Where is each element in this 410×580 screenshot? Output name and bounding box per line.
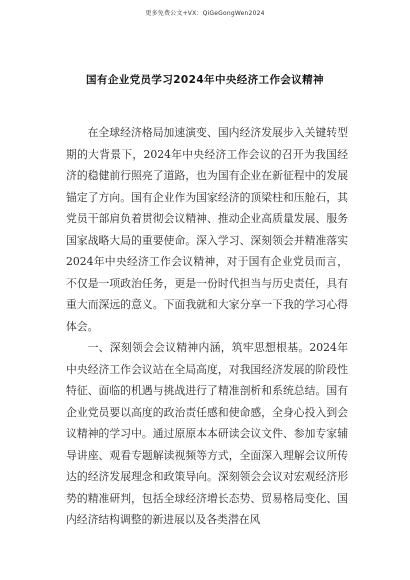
paragraph-intro: 在全球经济格局加速演变、国内经济发展步入关键转型期的大背景下，2024年中央经济工作会议的召开为我国经济的稳健前行照亮了道路，也为国有企业在新征程中的发展锚定了方向。国有企业作为国家经济的顶梁柱和压舱石，其党员干部肩负着贯彻会议精神、推动企业高质量发展、服务国家战略大局的重要使命。深入学习、深刻领会并精准落实2024年中央经济工作会议精神，对于国有企业党员而言，不仅是一项政治任务，更是一份时代担当与历史责任，具有重大而深远的意义。下面我就和大家分享一下我的学习心得体会。	[66, 126, 348, 333]
paragraph-section-one: 一、深刻领会会议精神内涵，筑牢思想根基。2024年中央经济工作会议站在全局高度，对我国经济发展的阶段性特征、面临的机遇与挑战进行了精准剖析和系统总结。国有企业党员要以高度的政治责任感和使命感，全身心投入到会议精神的学习中。通过原原本本研读会议文件、参加专家辅导讲座、观看专题解读视频等方式，全面深入理解会议所传达的经济发展理念和政策导向。深刻领会会议对宏观经济形势的精准研判，包括全球经济增长态势、贸易格局变化、国内经济结构调整的新进展以及各类潜在风	[66, 341, 348, 526]
document-body	[66, 122, 348, 531]
header-note: 更多免费公文+VX：QiGeGongWen2024	[145, 10, 265, 17]
document-title: 国有企业党员学习2024年中央经济工作会议精神	[86, 74, 324, 86]
